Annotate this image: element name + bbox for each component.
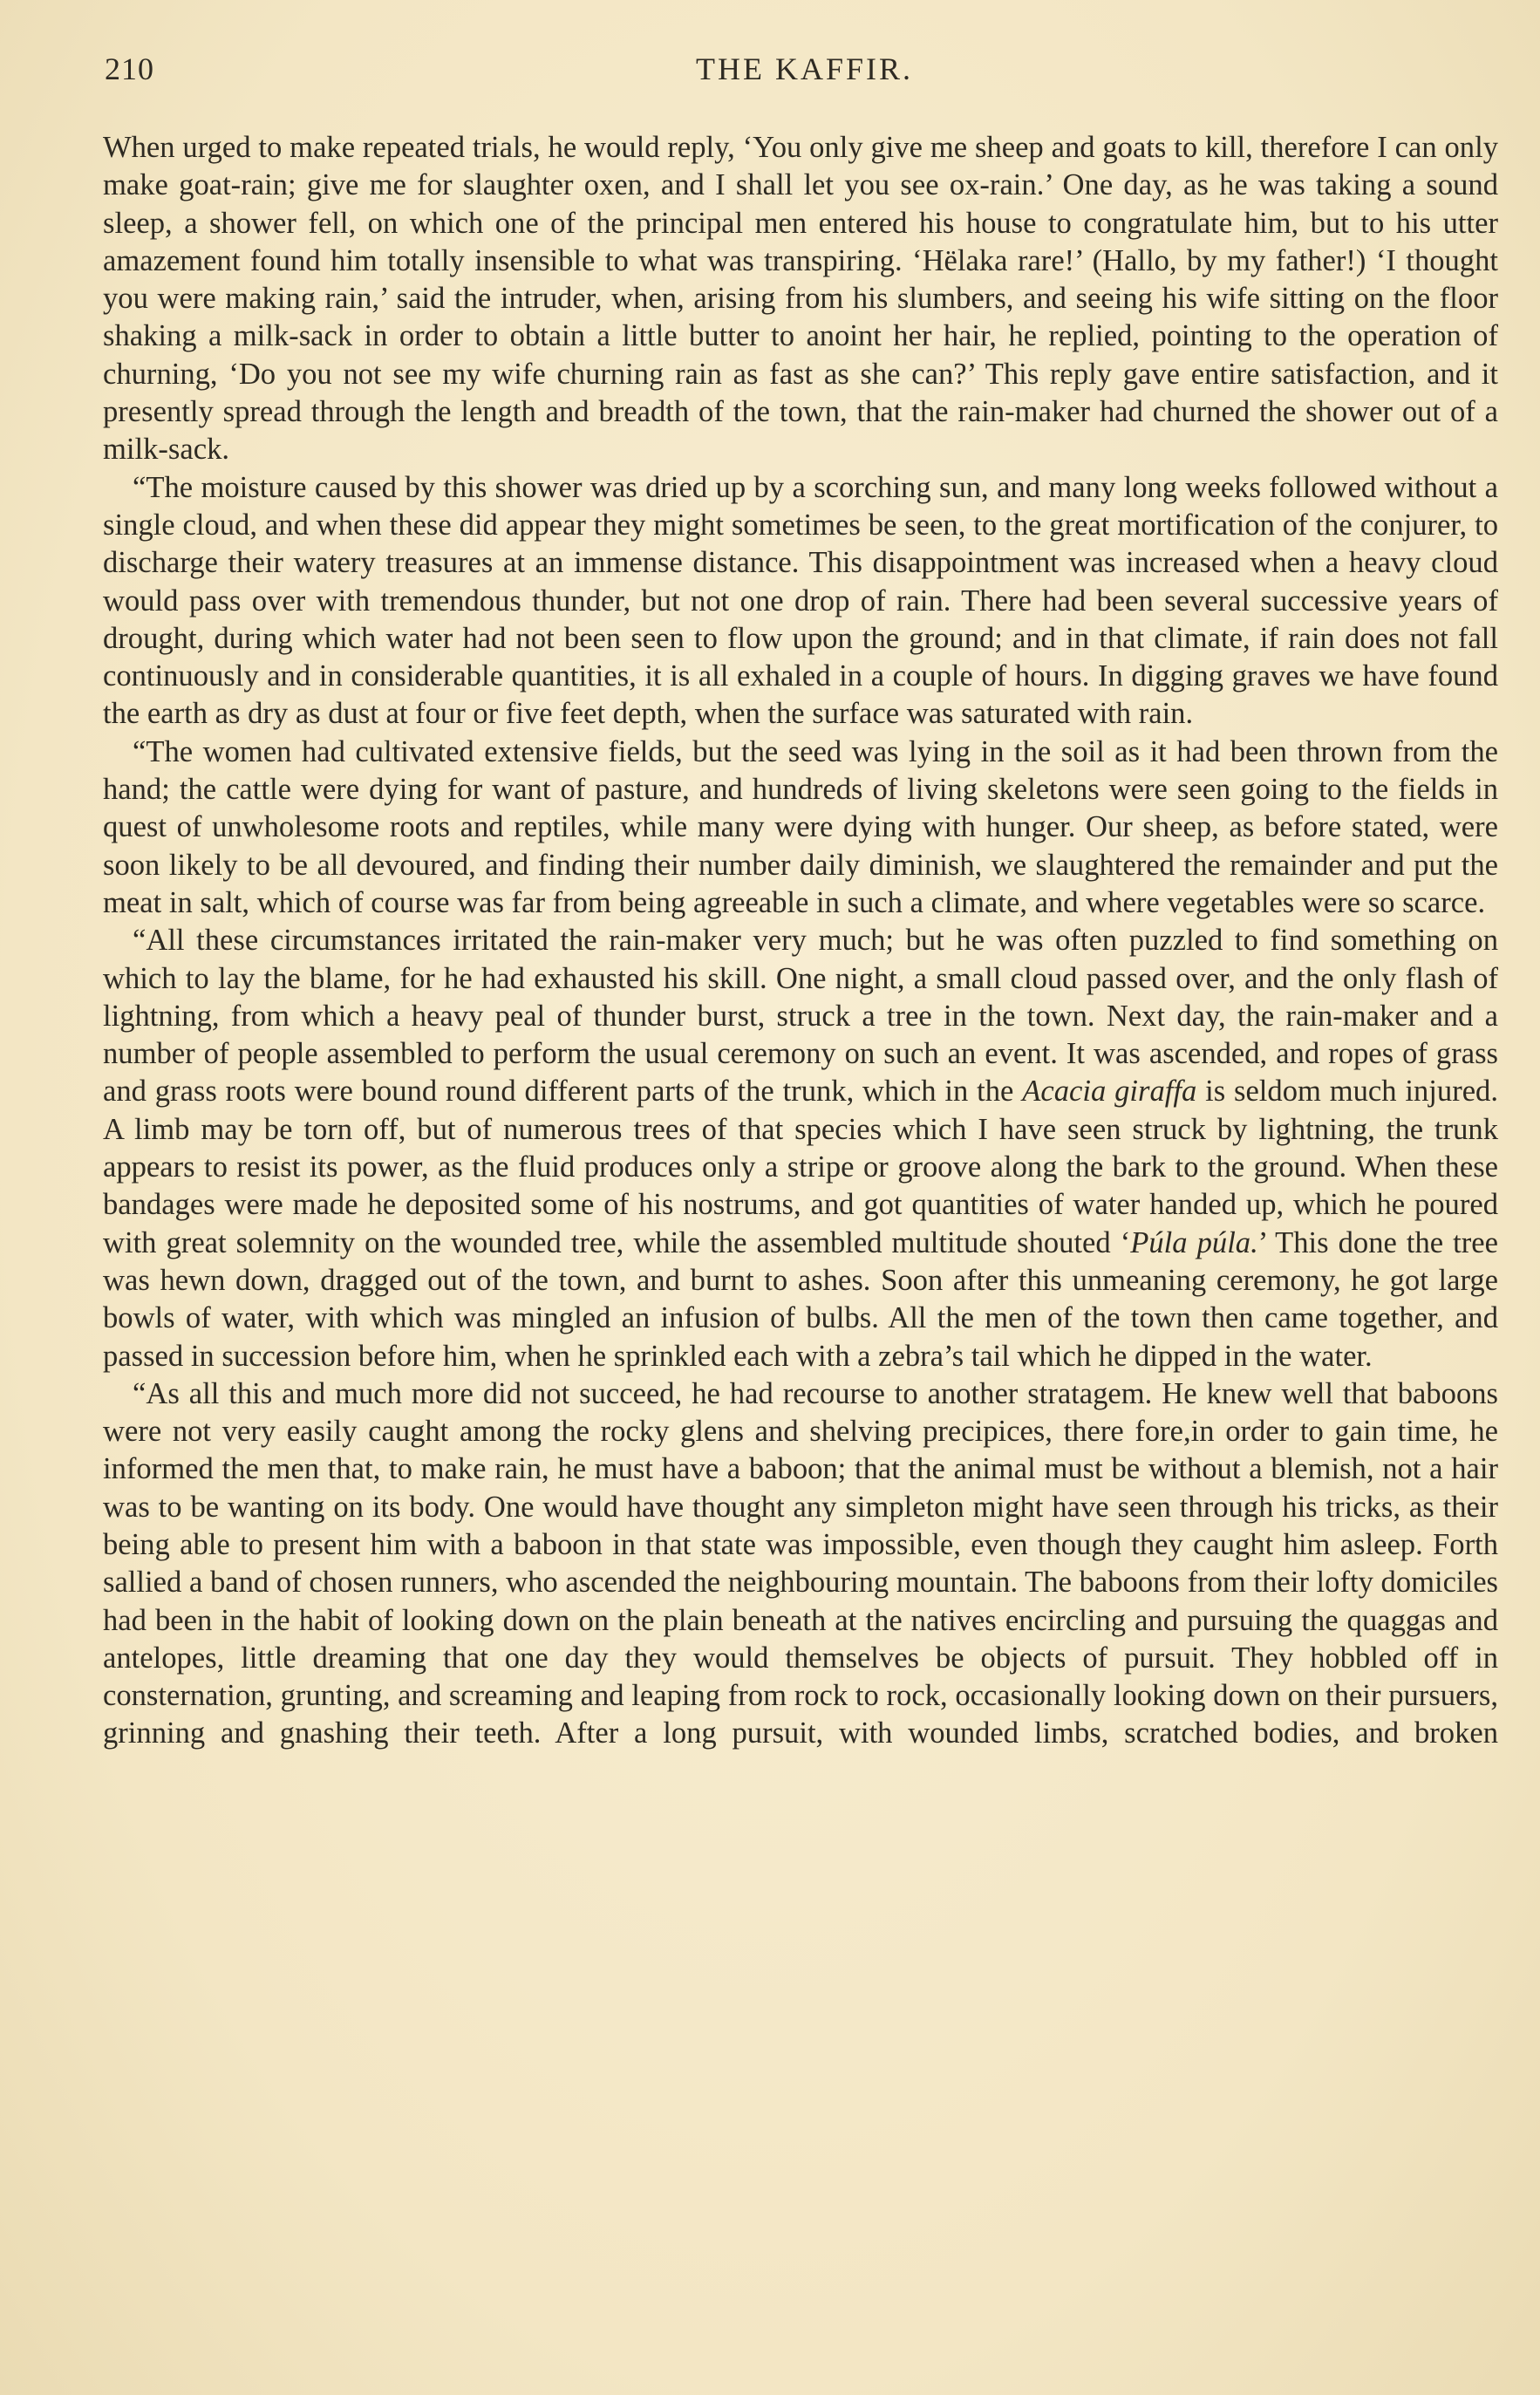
paragraph-text: ’ This done the tree was hewn down, dragged out of the town, and burnt to ashes. Soon after this unmeaning ceremony, he got large bowls of water, with which was mingled an infusion of bulbs. All the men of the town then came together, and passed in succession before him, when he sprinkled each with a zebra’s tail which he dipped in the water. [103,1225,1498,1373]
body-text [103,129,1498,1753]
italic-shout: Púla púla. [1130,1225,1258,1259]
page-number: 210 [105,51,154,86]
paragraph-text: is seldom much injured. A limb may be torn off, but of numerous trees of that species which I have seen struck by lightning, the trunk appears to resist its power, as the fluid produces only a stripe or groove along the bark to the ground. When these bandages were made he deposited some of his nostrums, and got quantities of water handed up, which he poured with great solemnity on the wounded tree, while the assembled multitude shouted ‘ [103,1075,1498,1259]
paragraph-text: “All these circumstances irritated the rain-maker very much; but he was often puzzled to find something on which to lay the blame, for he had exhausted his skill. One night, a small cloud passed over, and the only flash of lightning, from which a heavy peal of thunder burst, struck a tree in the town. Next day, the rain-maker and a number of people assembled to perform the usual ceremony on such an event. It was ascended, and ropes of grass and grass roots were bound round different parts of the trunk, which in the [103,924,1498,1109]
paragraph: “The moisture caused by this shower was dried up by a scorching sun, and many long weeks followed without a single cloud, and when these did appear they might sometimes be seen, to the great mortification of the conjurer, to discharge their watery treasures at an immense distance. This disappointment was increased when a heavy cloud would pass over with tremendous thunder, but not one drop of rain. There had been several successive years of drought, during which water had not been seen to flow upon the ground; and in that climate, if rain does not fall continuously and in considerable quantities, it is all exhaled in a couple of hours. In digging graves we have found the earth as dry as dust at four or five feet depth, when the surface was saturated with rain. [103,470,1498,731]
paragraph: “As all this and much more did not succeed, he had recourse to another stratagem. He knew well that baboons were not very easily caught among the rocky glens and shelving precipices, there fore,in order to gain time, he informed the men that, to make rain, he must have a baboon; that the animal must be without a blemish, not a hair was to be wanting on its body. One would have thought any simpleton might have seen through his tricks, as their being able to present him with a baboon in that state was impossible, even though they caught him asleep. Forth sallied a band of chosen runners, who ascended the neighbouring mountain. The baboons from their lofty domiciles had been in the habit of looking down on the plain beneath at the natives encircling and pursuing the quaggas and antelopes, little dreaming that one day they would themselves be objects of pursuit. They hobbled off in consternation, grunting, and screaming and leaping from rock to rock, occasionally looking down on their pursuers, grinning and gnashing their teeth. After a long pursuit, with wounded limbs, scratched bodies, and broken [103,1376,1498,1750]
paragraph: When urged to make repeated trials, he would reply, ‘You only give me sheep and goats to kill, therefore I can only make goat-rain; give me for slaughter oxen, and I shall let you see ox-rain.’ One day, as he was taking a sound sleep, a shower fell, on which one of the principal men entered his house to congratulate him, but to his utter amazement found him totally insensible to what was transpiring. ‘Hëlaka rare!’ (Hallo, by my father!) ‘I thought you were making rain,’ said the intruder, when, arising from his slumbers, and seeing his wife sitting on the floor shaking a milk-sack in order to obtain a little butter to anoint her hair, he replied, pointing to the operation of churning, ‘Do you not see my wife churning rain as fast as she can?’ This reply gave entire satisfaction, and it presently spread through the length and breadth of the town, that the rain-maker had churned the shower out of a milk-sack. [103,131,1498,467]
running-title: THE KAFFIR. [695,51,914,86]
paragraph [103,922,1498,1375]
paragraph: “The women had cultivated extensive fields, but the seed was lying in the soil as it had been thrown from the hand; the cattle were dying for want of pasture, and hundreds of living skeletons were seen going to the fields in quest of unwholesome roots and reptiles, while many were dying with hunger. Our sheep, as before stated, were soon likely to be all devoured, and finding their number daily diminish, we slaughtered the remainder and put the meat in salt, which of course was far from being agreeable in such a climate, and where vegetables were so scarce. [103,734,1498,919]
page-header [105,51,1504,103]
italic-species-name: Acacia giraffa [1022,1075,1197,1109]
